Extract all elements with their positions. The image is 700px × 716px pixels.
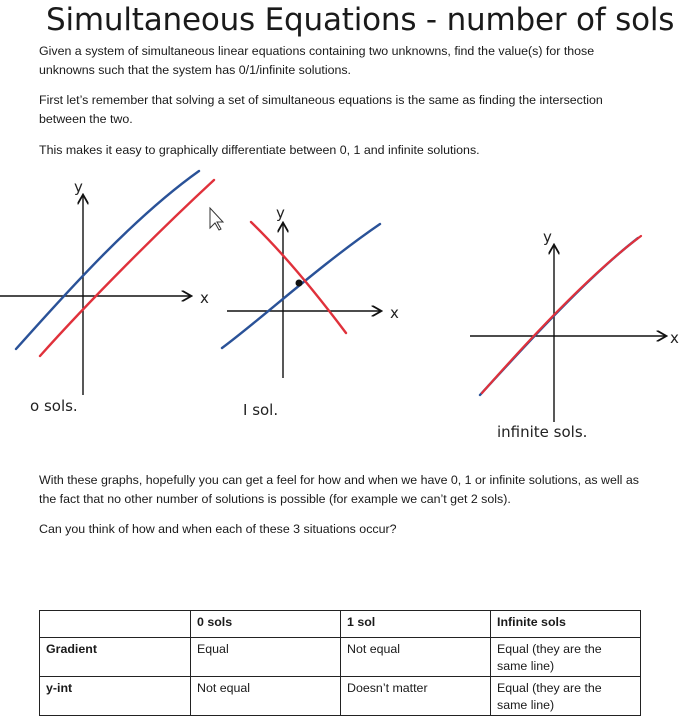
table-row <box>40 677 641 716</box>
zero-sols-label: o sols. <box>30 397 78 415</box>
graph-one-sol <box>222 204 399 419</box>
y-int-infinite-sols: Equal (they are the same line) <box>491 677 641 716</box>
graph2-y-label: y <box>276 204 285 222</box>
feel-paragraph: With these graphs, hopefully you can get a feel for how and when we have 0, 1 or infinite solutions, as well as the fact that no other number of solutions is possible (for example we can’t get 2 sols). <box>39 473 639 506</box>
graph2-blue-line <box>222 224 380 348</box>
infinite-sols-label: infinite sols. <box>497 423 588 441</box>
header-cell-empty <box>40 611 191 638</box>
y-int-zero-sols: Not equal <box>191 677 341 716</box>
graph1-x-label: x <box>200 289 209 307</box>
table-header-row <box>40 611 641 638</box>
table-row <box>40 638 641 677</box>
page-title: Simultaneous Equations - number of sols <box>46 2 675 38</box>
header-one-sol: 1 sol <box>341 611 491 638</box>
summary-table <box>39 610 641 716</box>
graph3-blue-line <box>480 238 638 395</box>
y-int-one-sol: Doesn’t matter <box>341 677 491 716</box>
graph1-blue-line <box>16 171 199 349</box>
graph3-red-line <box>482 236 641 393</box>
row-label-gradient: Gradient <box>40 638 191 677</box>
question-paragraph: Can you think of how and when each of these 3 situations occur? <box>39 522 397 536</box>
header-infinite-sols: Infinite sols <box>491 611 641 638</box>
graph3-y-label: y <box>543 228 552 246</box>
one-sol-label: I sol. <box>243 401 279 419</box>
graph2-red-line <box>251 222 346 333</box>
gradient-one-sol: Not equal <box>341 638 491 677</box>
graph2-x-label: x <box>390 304 399 322</box>
graph3-x-label: x <box>670 329 679 347</box>
graphically-paragraph: This makes it easy to graphically differentiate between 0, 1 and infinite solutions. <box>39 143 480 157</box>
graph1-y-label: y <box>74 178 83 196</box>
graph-infinite-sols <box>470 228 679 441</box>
gradient-infinite-sols: Equal (they are the same line) <box>491 638 641 677</box>
cursor-icon <box>210 208 223 230</box>
header-zero-sols: 0 sols <box>191 611 341 638</box>
graph1-red-line <box>40 180 214 356</box>
remember-paragraph: First let’s remember that solving a set of simultaneous equations is the same as finding the intersection between the two. <box>39 93 603 126</box>
intersection-point <box>296 280 303 287</box>
intro-paragraph: Given a system of simultaneous linear equations containing two unknowns, find the value(s) for those unknowns such that the system has 0/1/infinite solutions. <box>39 44 595 77</box>
graph-zero-sols <box>0 171 214 415</box>
gradient-zero-sols: Equal <box>191 638 341 677</box>
row-label-y-int: y-int <box>40 677 191 716</box>
graphs-sketch <box>0 160 700 450</box>
